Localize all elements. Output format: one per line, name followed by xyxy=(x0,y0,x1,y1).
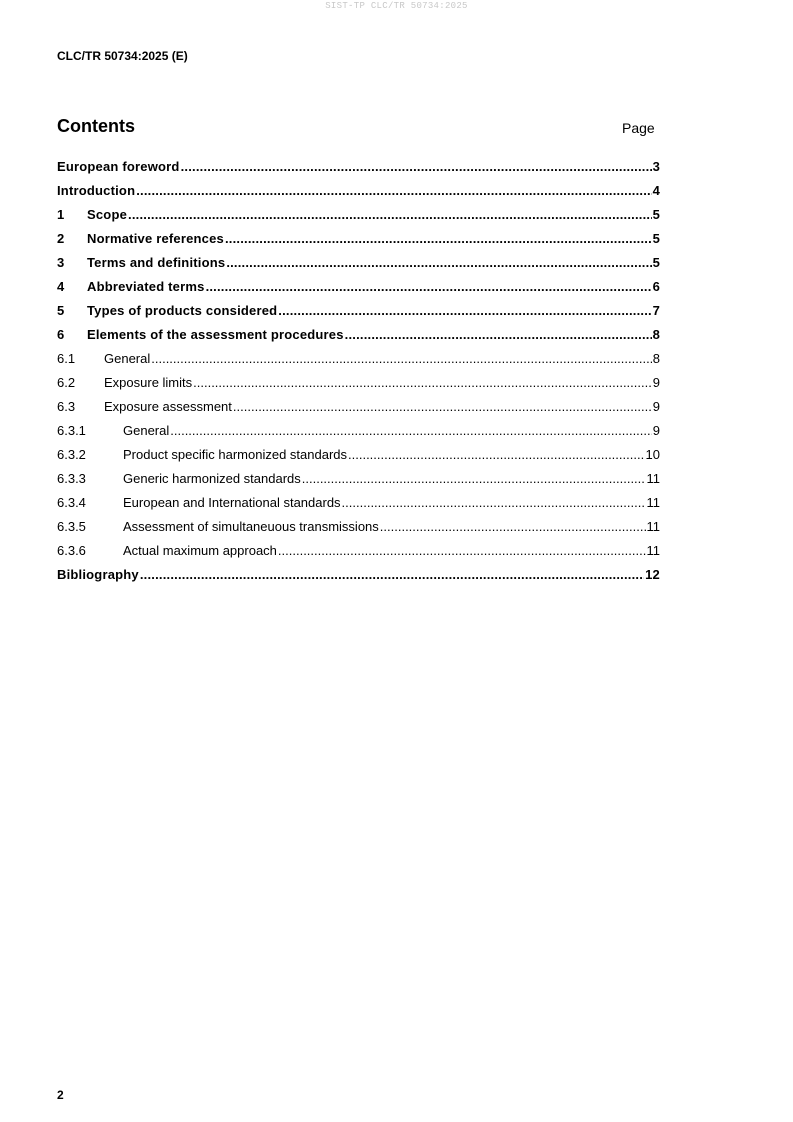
toc-entry-page: 12 xyxy=(645,567,660,582)
toc-entry-types-of-products[interactable] xyxy=(57,299,660,323)
toc-entry-title: Types of products considered xyxy=(87,303,278,318)
toc-entry-number: 1 xyxy=(57,207,65,222)
toc-entry-page: 9 xyxy=(652,375,660,390)
toc-entry-number: 6 xyxy=(57,327,65,342)
toc-entry-title: Generic harmonized standards xyxy=(123,471,301,486)
toc-entry-6-3-3-generic-harmonized[interactable] xyxy=(57,467,660,491)
toc-entry-normative-references[interactable] xyxy=(57,227,660,251)
toc-entry-page: 3 xyxy=(652,159,660,174)
dot-leader xyxy=(302,471,646,487)
toc-entry-elements-of-assessment[interactable] xyxy=(57,323,660,347)
dot-leader xyxy=(170,423,652,439)
toc-entry-page: 10 xyxy=(645,447,660,462)
toc-entry-title: Exposure assessment xyxy=(104,399,232,414)
toc-entry-title: Scope xyxy=(87,207,128,222)
toc-entry-number: 6.3 xyxy=(57,399,76,414)
dot-leader xyxy=(342,495,646,511)
toc-entry-page: 11 xyxy=(646,543,660,558)
toc-entry-title: Assessment of simultaneuous transmissions xyxy=(123,519,379,534)
dot-leader xyxy=(193,375,652,391)
toc-entry-scope[interactable] xyxy=(57,203,660,227)
contents-heading: Contents xyxy=(57,116,135,136)
toc-entry-bibliography[interactable] xyxy=(57,563,660,587)
page-number: 2 xyxy=(57,1088,64,1102)
dot-leader xyxy=(225,231,652,247)
dot-leader xyxy=(136,183,651,199)
toc-entry-number: 6.1 xyxy=(57,351,76,366)
toc-entry-title: Actual maximum approach xyxy=(123,543,277,558)
table-of-contents xyxy=(57,155,660,587)
toc-entry-number: 5 xyxy=(57,303,65,318)
toc-entry-page: 8 xyxy=(652,327,660,342)
toc-entry-6-3-6-actual-maximum[interactable] xyxy=(57,539,660,563)
dot-leader xyxy=(226,255,651,271)
toc-entry-page: 11 xyxy=(646,519,660,534)
page-column-label: Page xyxy=(622,120,655,136)
toc-entry-6-3-4-european-international[interactable] xyxy=(57,491,660,515)
document-id: CLC/TR 50734:2025 (E) xyxy=(57,49,188,63)
dot-leader xyxy=(345,327,652,343)
toc-entry-title: Abbreviated terms xyxy=(87,279,205,294)
toc-entry-abbreviated-terms[interactable] xyxy=(57,275,660,299)
toc-entry-number: 6.3.4 xyxy=(57,495,86,510)
toc-entry-6-3-5-simultaneous-transmissions[interactable] xyxy=(57,515,660,539)
dot-leader xyxy=(233,399,652,415)
toc-entry-title: Exposure limits xyxy=(104,375,193,390)
toc-entry-number: 6.2 xyxy=(57,375,76,390)
toc-entry-page: 11 xyxy=(646,471,660,486)
toc-entry-title: Terms and definitions xyxy=(87,255,226,270)
dot-leader xyxy=(140,567,644,583)
toc-entry-number: 6.3.5 xyxy=(57,519,86,534)
toc-entry-page: 5 xyxy=(652,207,660,222)
toc-entry-title: Introduction xyxy=(57,183,136,198)
dot-leader xyxy=(278,303,651,319)
toc-entry-title: Normative references xyxy=(87,231,224,246)
toc-entry-number: 6.3.2 xyxy=(57,447,86,462)
toc-entry-page: 9 xyxy=(652,399,660,414)
toc-entry-european-foreword[interactable] xyxy=(57,155,660,179)
toc-entry-6-1-general[interactable] xyxy=(57,347,660,371)
dot-leader xyxy=(206,279,652,295)
toc-entry-page: 7 xyxy=(652,303,660,318)
toc-entry-number: 2 xyxy=(57,231,65,246)
dot-leader xyxy=(278,543,646,559)
toc-entry-page: 11 xyxy=(646,495,660,510)
toc-entry-number: 6.3.6 xyxy=(57,543,86,558)
toc-entry-page: 9 xyxy=(652,423,660,438)
dot-leader xyxy=(181,159,652,175)
dot-leader xyxy=(348,447,645,463)
dot-leader xyxy=(380,519,646,535)
toc-entry-number: 4 xyxy=(57,279,65,294)
toc-entry-number: 3 xyxy=(57,255,65,270)
watermark: SIST-TP CLC/TR 50734:2025 xyxy=(325,1,468,11)
toc-entry-title: Elements of the assessment procedures xyxy=(87,327,344,342)
toc-entry-title: General xyxy=(104,351,151,366)
toc-entry-6-3-2-product-specific[interactable] xyxy=(57,443,660,467)
toc-entry-terms-and-definitions[interactable] xyxy=(57,251,660,275)
toc-entry-page: 5 xyxy=(652,255,660,270)
toc-entry-title: Product specific harmonized standards xyxy=(123,447,348,462)
toc-entry-introduction[interactable] xyxy=(57,179,660,203)
toc-entry-title: European foreword xyxy=(57,159,180,174)
toc-entry-page: 4 xyxy=(652,183,660,198)
toc-entry-number: 6.3.1 xyxy=(57,423,86,438)
toc-entry-page: 5 xyxy=(652,231,660,246)
toc-entry-number: 6.3.3 xyxy=(57,471,86,486)
toc-entry-title: Bibliography xyxy=(57,567,139,582)
toc-entry-title: European and International standards xyxy=(123,495,341,510)
toc-entry-6-2-exposure-limits[interactable] xyxy=(57,371,660,395)
dot-leader xyxy=(128,207,652,223)
toc-entry-title: General xyxy=(123,423,170,438)
toc-entry-page: 8 xyxy=(652,351,660,366)
toc-entry-page: 6 xyxy=(652,279,660,294)
dot-leader xyxy=(151,351,652,367)
toc-entry-6-3-exposure-assessment[interactable] xyxy=(57,395,660,419)
toc-entry-6-3-1-general[interactable] xyxy=(57,419,660,443)
